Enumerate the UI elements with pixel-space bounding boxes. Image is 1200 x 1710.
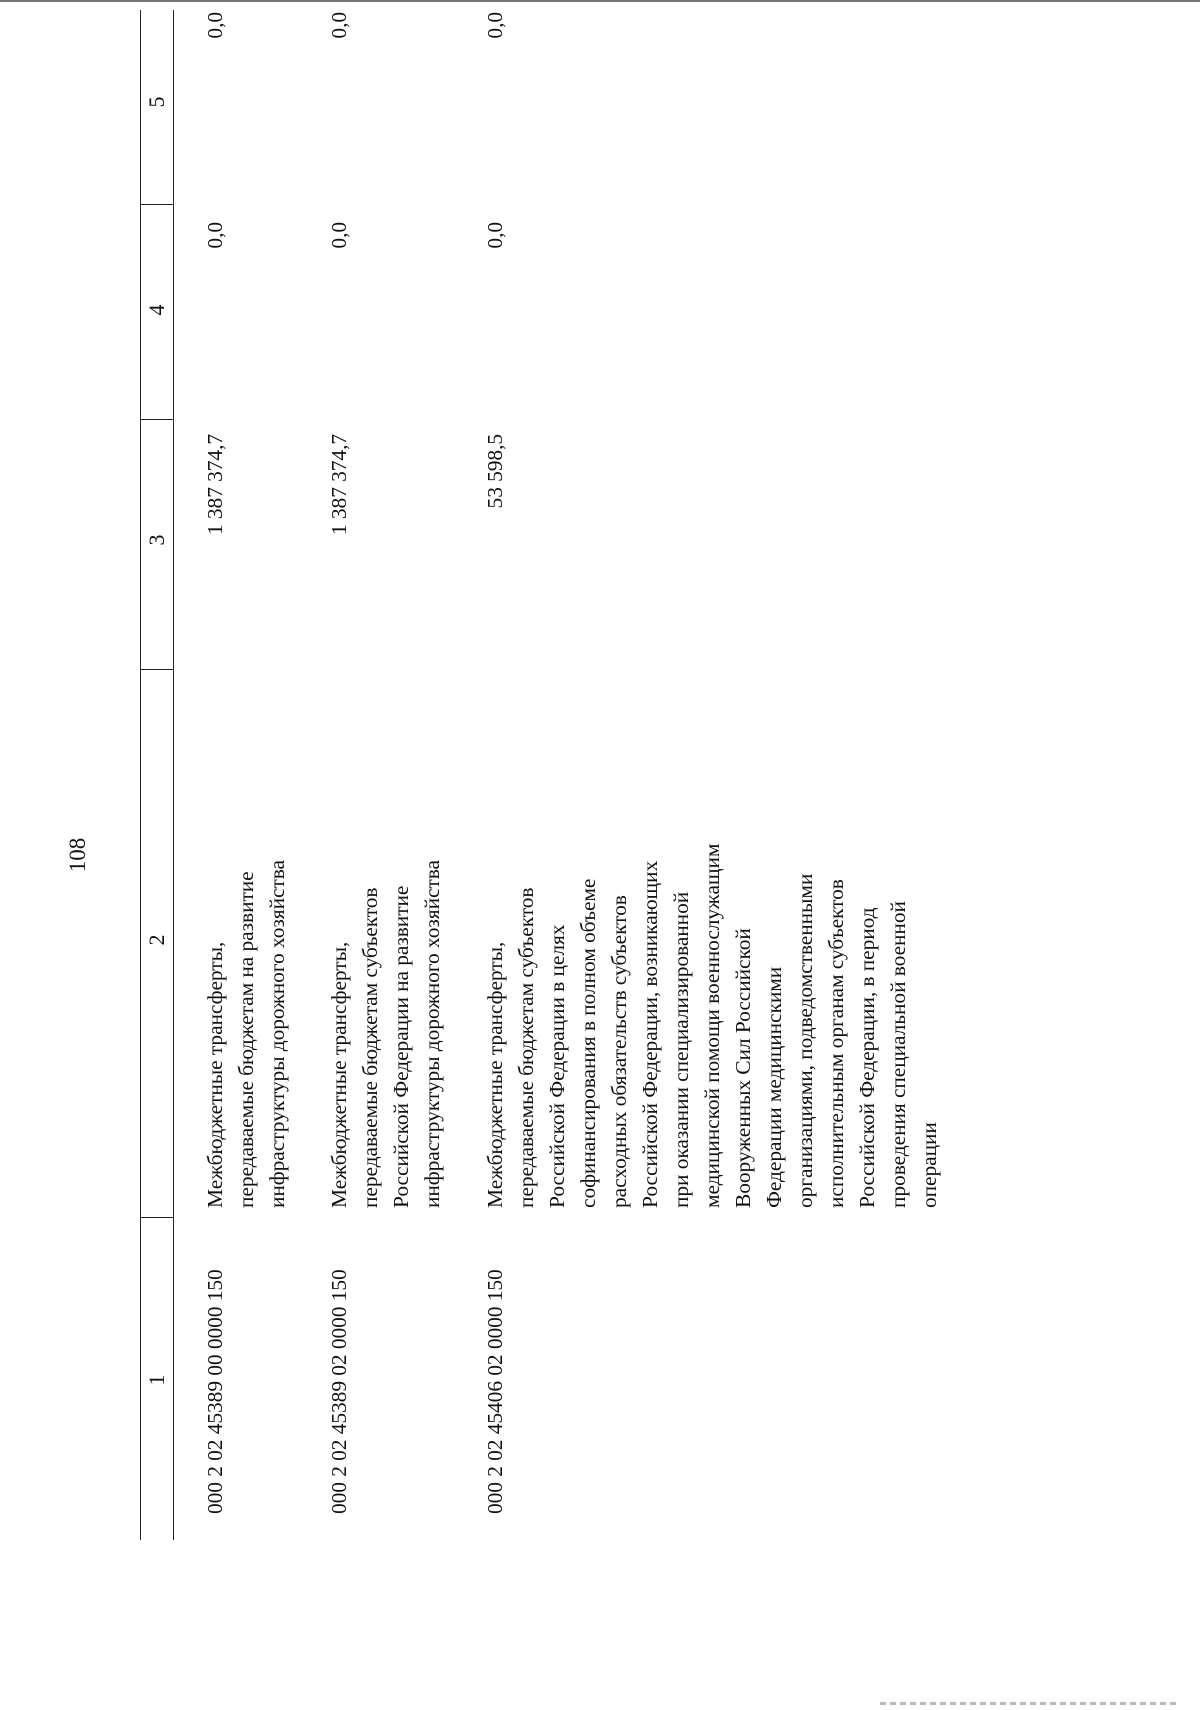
column-4-value: 0,0	[327, 222, 351, 249]
description-line: проведения специальной военной	[886, 901, 910, 1208]
description-line: инфраструктуры дорожного хозяйства	[420, 860, 444, 1208]
description-line: передаваемые бюджетам субъектов	[358, 887, 382, 1208]
budget-code: 000 2 02 45389 02 0000 150	[327, 1269, 351, 1514]
column-5-value: 0,0	[327, 12, 351, 39]
budget-code: 000 2 02 45389 00 0000 150	[203, 1269, 227, 1514]
description-line: организациями, подведомственными	[793, 873, 817, 1208]
row-description	[324, 688, 448, 1208]
description-line: Межбюджетные трансферты,	[483, 941, 507, 1208]
column-divider	[140, 419, 174, 420]
column-number-1: 1	[144, 1374, 169, 1386]
column-number-4: 4	[144, 304, 169, 316]
description-line: Российской Федерации, в период	[855, 907, 879, 1208]
budget-code: 000 2 02 45406 02 0000 150	[483, 1269, 507, 1514]
column-5-value: 0,0	[483, 12, 507, 39]
description-line: Федерации медицинскими	[762, 966, 786, 1208]
description-line: расходных обязательств субъектов	[607, 895, 631, 1208]
column-4-value: 0,0	[483, 222, 507, 249]
row-description	[480, 688, 945, 1208]
column-divider	[140, 669, 174, 670]
description-line: Российской Федерации в целях	[545, 924, 569, 1208]
description-line: операции	[917, 1122, 941, 1208]
column-divider	[140, 1217, 174, 1218]
column-5-value: 0,0	[203, 12, 227, 39]
description-line: исполнительным органам субъектов	[824, 879, 848, 1208]
amount-value: 1 387 374,7	[327, 434, 351, 536]
column-4-value: 0,0	[203, 222, 227, 249]
table-header-rule	[173, 10, 174, 1540]
description-line: Межбюджетные трансферты,	[203, 941, 227, 1208]
description-line: Российской Федерации, возникающих	[638, 860, 662, 1208]
description-line: Межбюджетные трансферты,	[327, 941, 351, 1208]
column-number-2: 2	[144, 934, 169, 946]
description-line: Вооруженных Сил Российской	[731, 928, 755, 1208]
description-line: при оказании специализированной	[669, 891, 693, 1208]
page-number: 108	[65, 837, 90, 873]
column-divider	[140, 204, 174, 205]
description-line: Российской Федерации на развитие	[389, 885, 413, 1208]
description-line: передаваемые бюджетам субъектов	[514, 887, 538, 1208]
description-line: передаваемые бюджетам на развитие	[234, 871, 258, 1208]
row-description	[200, 688, 293, 1208]
table-top-rule	[140, 10, 141, 1540]
description-line: инфраструктуры дорожного хозяйства	[265, 860, 289, 1208]
column-number-5: 5	[144, 96, 169, 108]
amount-value: 53 598,5	[483, 434, 507, 509]
amount-value: 1 387 374,7	[203, 434, 227, 536]
description-line: софинансирования в полном объеме	[576, 878, 600, 1208]
description-line: медицинской помощи военнослужащим	[700, 843, 724, 1208]
column-number-3: 3	[144, 534, 169, 546]
